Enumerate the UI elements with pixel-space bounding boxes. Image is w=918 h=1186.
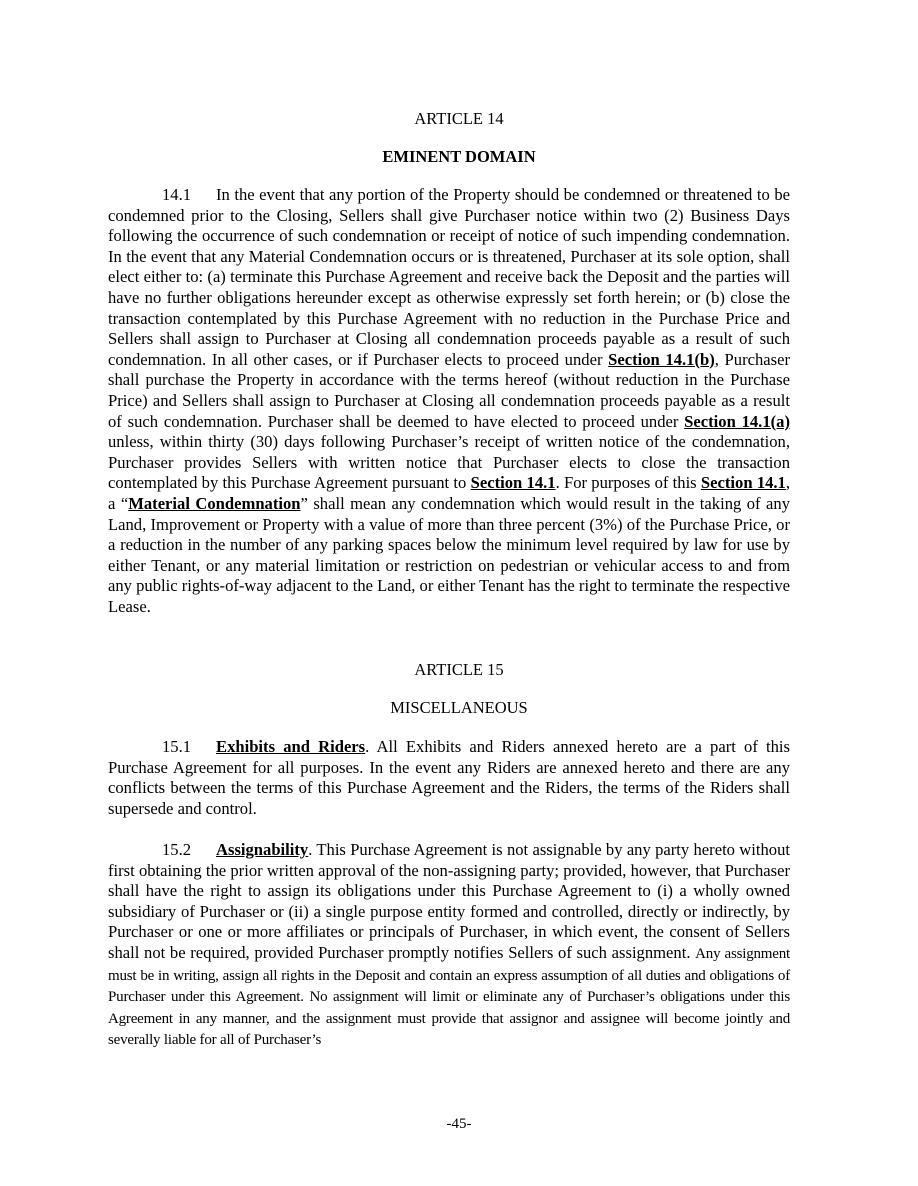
section-reference: Section 14.1 — [470, 473, 556, 493]
paragraph-text: Any assignment must be in writing, assign all rights in the Deposit and contain an express assumption of all duties and obligations of Purchaser under this Agreement. No assignment will limit or eliminate any of Purchaser’s obligations under this Agreement in any manner, and the assignment must provide that assignor and assignee will become jointly and severally liable for all of Purchaser’s — [108, 945, 790, 1049]
section-number: 15.2 — [162, 840, 192, 859]
paragraph-text: , a “ — [108, 473, 791, 513]
article-14-title: ARTICLE 14 — [414, 109, 504, 128]
section-15-2-paragraph — [108, 840, 790, 1051]
page-number: -45- — [446, 1116, 472, 1132]
paragraph-text: unless, within thirty (30) days following Purchaser’s receipt of written notice of the condemnation, Purchaser provides Sellers with written notice that Purchaser elects to close the transaction contemplated by this Purchase Agreement pursuant to — [108, 432, 790, 493]
section-reference: Section 14.1(b) — [608, 349, 715, 369]
section-heading: Assignability — [216, 840, 309, 859]
article-14-subtitle: EMINENT DOMAIN — [382, 147, 536, 166]
paragraph-text: . This Purchase Agreement is not assignable by any party hereto without first obtaining the prior written approval of the non-assigning party; provided, however, that Purchaser shall have the right to assign its obligations under this Purchase Agreement to (i) a wholly owned subsidiary of Purchaser or (ii) a single purpose entity formed and controlled, directly or indirectly, by Purchaser or one or more affiliates or principals of Purchaser, in which event, the consent of Sellers shall not be required, provided Purchaser promptly notifies Sellers of such assignment. — [108, 840, 790, 962]
section-14-1-paragraph — [108, 185, 790, 617]
paragraph-text: . For purposes of this — [555, 473, 701, 493]
article-15-title: ARTICLE 15 — [414, 660, 504, 679]
paragraph-text: . All Exhibits and Riders annexed hereto are a part of this Purchase Agreement for all purposes. In the event any Riders are annexed hereto and there are any conflicts between the terms of this Purchase Agreement and the Riders, the terms of the Riders shall supersede and control. — [108, 737, 790, 818]
defined-term: Material Condemnation — [128, 493, 301, 513]
section-number: 15.1 — [162, 737, 192, 756]
paragraph-text: , Purchaser shall purchase the Property in accordance with the terms hereof (without reduction in the Purchase Price) and Sellers shall assign to Purchaser at Closing all condemnation proceeds payable as a result of such condemnation. Purchaser shall be deemed to have elected to proceed under — [108, 349, 790, 431]
paragraph-text: In the event that any portion of the Property should be condemned or threatened to be condemned prior to the Closing, Sellers shall give Purchaser notice within two (2) Business Days following the occurrence of such condemnation or receipt of notice of such impending condemnation. In the event that any Material Condemnation occurs or is threatened, Purchaser at its sole option, shall elect either to: (a) terminate this Purchase Agreement and receive back the Deposit and the parties will have no further obligations hereunder except as otherwise expressly set forth herein; or (b) close the transaction contemplated by this Purchase Agreement with no reduction in the Purchase Price and Sellers shall assign to Purchaser at Closing all condemnation proceeds payable as a result of such condemnation. In all other cases, or if Purchaser elects to proceed under — [108, 185, 790, 369]
section-reference: Section 14.1(a) — [684, 411, 790, 431]
section-15-1-paragraph — [108, 737, 790, 819]
paragraph-text: ” shall mean any condemnation which would result in the taking of any Land, Improvement or Property with a value of more than three percent (3%) of the Purchase Price, or a reduction in the number of any parking spaces below the minimum level required by law for use by either Tenant, or any material limitation or restriction on pedestrian or vehicular access to and from any public rights-of-way adjacent to the Land, or either Tenant has the right to terminate the respective Lease. — [108, 493, 790, 616]
article-15-subtitle: MISCELLANEOUS — [390, 698, 528, 717]
section-number: 14.1 — [162, 185, 192, 204]
section-heading: Exhibits and Riders — [216, 737, 366, 756]
section-reference: Section 14.1 — [700, 473, 786, 493]
